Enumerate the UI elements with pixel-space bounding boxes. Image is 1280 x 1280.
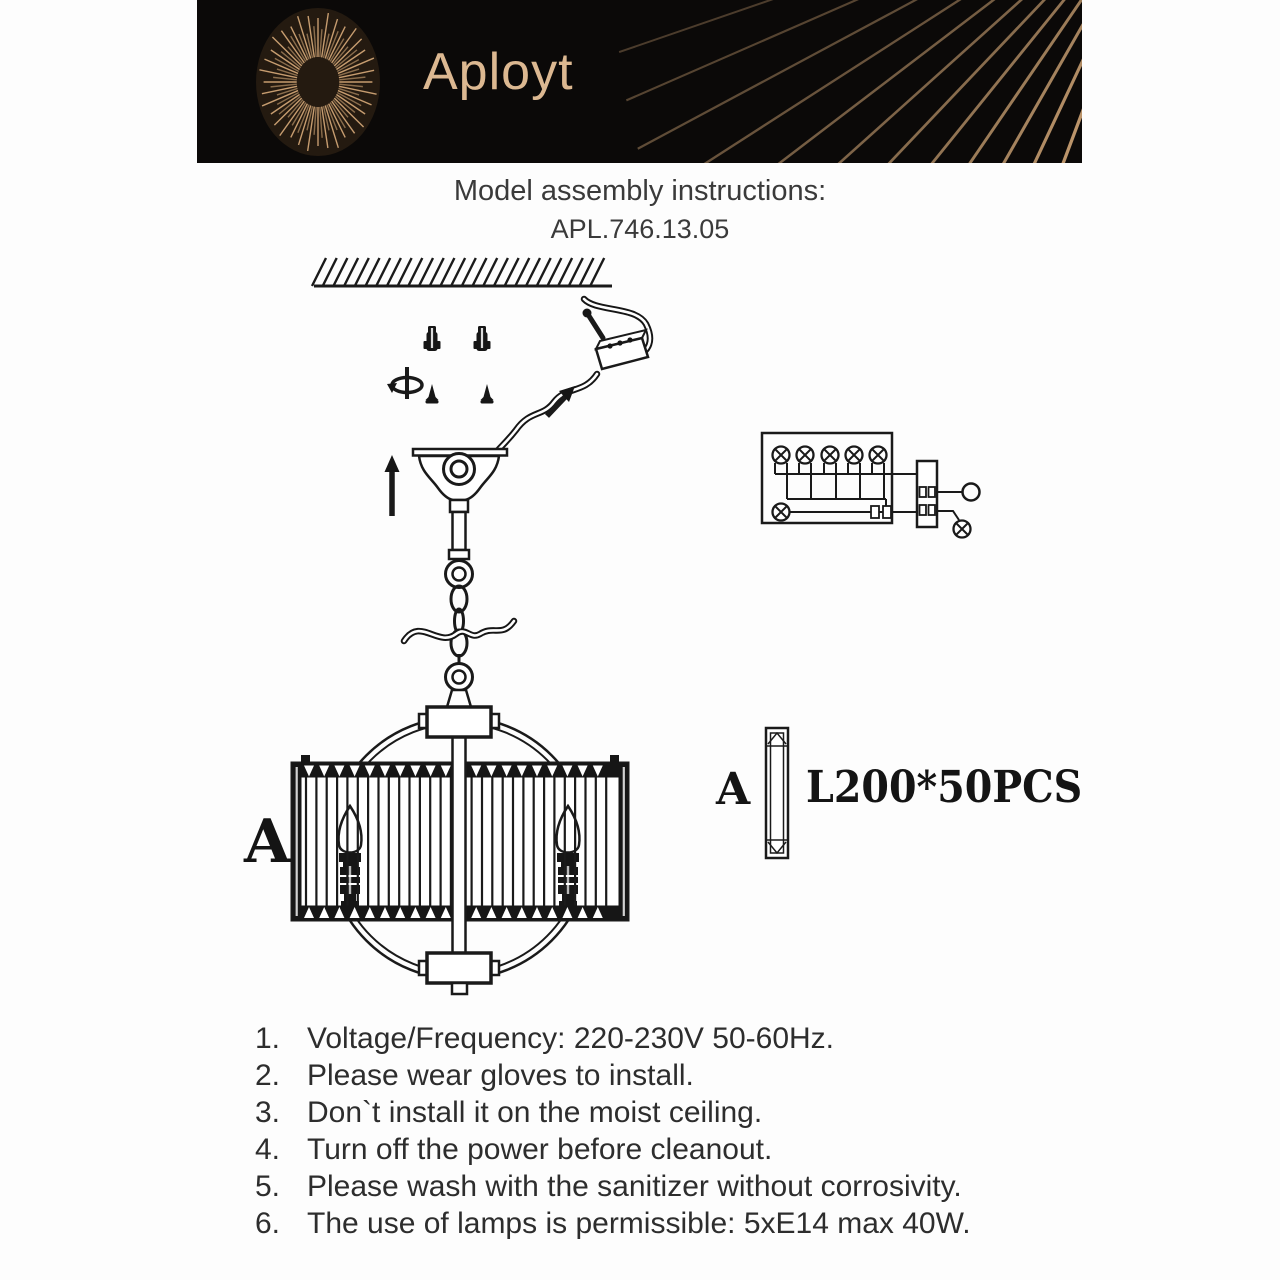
instruction-text: Please wash with the sanitizer without corrosivity. <box>307 1170 962 1203</box>
wall-anchor-icon <box>474 326 491 351</box>
page-title: Model assembly instructions: <box>453 175 827 207</box>
instruction-item <box>255 1057 1215 1094</box>
top-hub-drawing <box>419 707 499 737</box>
bottom-hub-drawing <box>419 953 499 994</box>
instruction-number: 4. <box>255 1133 281 1166</box>
suspension-wire-drawing <box>404 621 514 641</box>
instruction-text: Turn off the power before cleanout. <box>307 1133 773 1166</box>
instruction-text: Voltage/Frequency: 220-230V 50-60Hz. <box>307 1022 835 1055</box>
screw-icon <box>426 384 439 404</box>
instruction-number: 2. <box>255 1059 281 1092</box>
instruction-number: 5. <box>255 1170 281 1203</box>
screw-icon <box>481 384 494 404</box>
wiring-diagram-drawing <box>762 433 980 538</box>
detail-a-label: A <box>716 764 751 815</box>
rotate-icon <box>387 367 422 399</box>
up-arrow-icon <box>385 455 400 516</box>
model-number: APL.746.13.05 <box>550 214 730 244</box>
instruction-item <box>255 1205 1215 1242</box>
instruction-text: The use of lamps is permissible: 5xE14 max 40W. <box>307 1207 971 1240</box>
instruction-item <box>255 1168 1215 1205</box>
instruction-list <box>255 1020 1215 1242</box>
switch-node-icon <box>963 484 980 501</box>
wall-anchor-icon <box>424 326 441 351</box>
crystal-spec-label: L200*50PCS <box>806 762 1083 813</box>
chain-drawing <box>446 512 473 707</box>
detail-marker-a: A <box>244 807 291 877</box>
instruction-number: 3. <box>255 1096 281 1129</box>
crystal-rod-icon <box>766 728 788 858</box>
instruction-text: Please wear gloves to install. <box>307 1059 694 1092</box>
ceiling-hatch <box>312 258 612 286</box>
instruction-text: Don`t install it on the moist ceiling. <box>307 1096 763 1129</box>
chandelier-drawing <box>292 707 628 994</box>
instruction-number: 1. <box>255 1022 281 1055</box>
center-rod-drawing <box>453 737 466 955</box>
brand-logo-text: Aployt <box>423 43 574 101</box>
canopy-drawing <box>413 449 507 512</box>
instruction-number: 6. <box>255 1207 281 1240</box>
mains-wire-drawing <box>494 299 650 455</box>
instruction-item <box>255 1094 1215 1131</box>
instruction-item <box>255 1131 1215 1168</box>
instruction-item <box>255 1020 1215 1057</box>
